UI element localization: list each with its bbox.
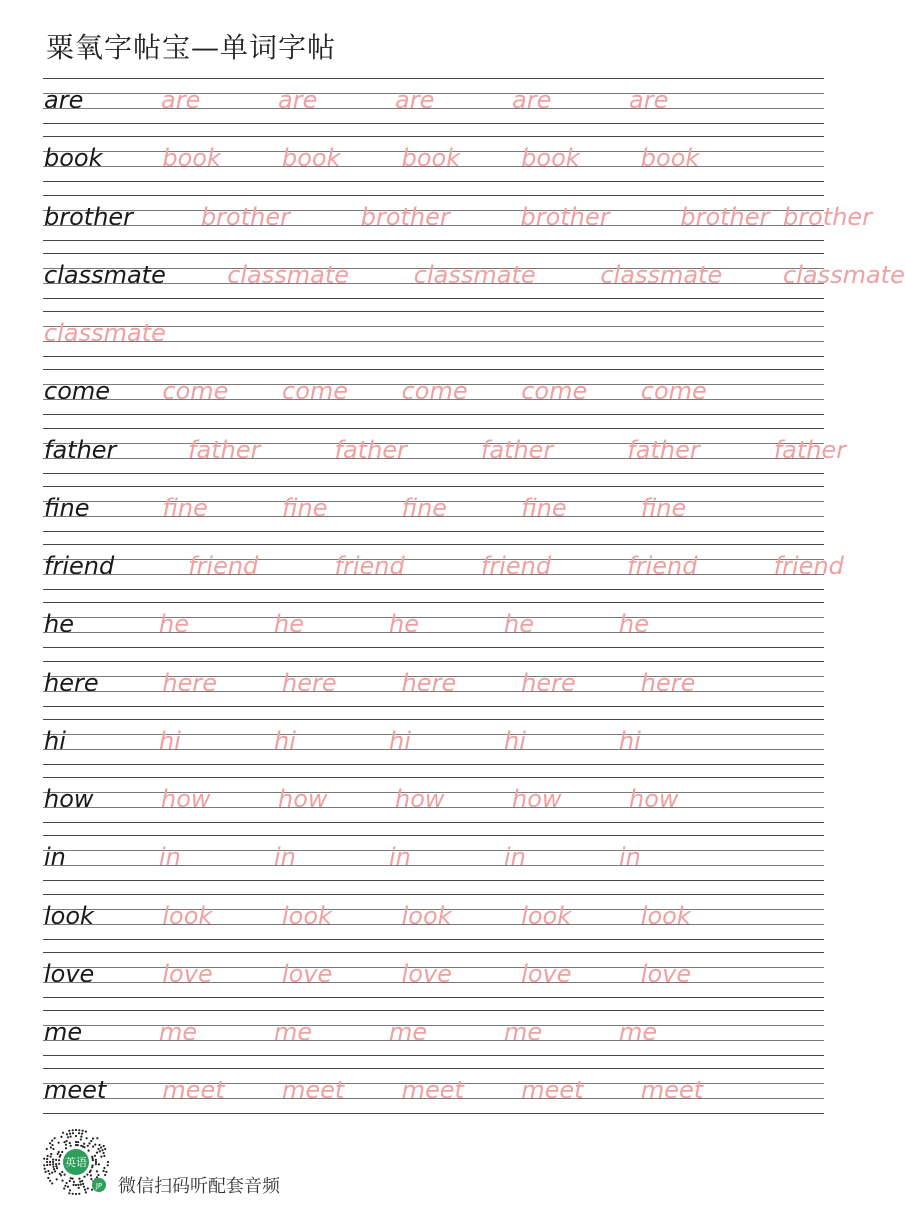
trace-word: meet [640, 1076, 704, 1105]
qr-code-icon[interactable] [40, 1126, 112, 1198]
trace-word: he [159, 610, 189, 639]
trace-word: fine [401, 493, 448, 522]
example-word: brother [44, 202, 134, 231]
trace-word: classmate [413, 260, 536, 289]
practice-row [43, 136, 824, 182]
trace-word: how [395, 785, 445, 813]
trace-word: friend [188, 552, 259, 580]
trace-word: fine [282, 493, 328, 522]
trace-word: book [162, 144, 221, 173]
example-word: book [44, 144, 103, 173]
trace-word: look [640, 901, 691, 930]
trace-word: hi [159, 726, 181, 755]
trace-word: here [401, 668, 457, 697]
trace-word: love [282, 959, 333, 988]
trace-word: how [161, 785, 211, 813]
trace-word: are [395, 86, 435, 114]
trace-word: father [773, 435, 847, 464]
trace-word: friend [627, 552, 698, 580]
example-word: love [44, 959, 95, 988]
trace-word: in [389, 843, 411, 872]
trace-word: classmate [600, 260, 723, 289]
trace-word: here [521, 668, 576, 697]
trace-word: are [161, 86, 201, 114]
trace-word: father [480, 435, 554, 464]
trace-word: in [504, 843, 526, 872]
trace-word: classmate [44, 319, 166, 347]
trace-word: look [521, 901, 572, 930]
example-word: how [44, 785, 94, 813]
trace-word: here [282, 668, 337, 697]
trace-word: meet [521, 1076, 584, 1105]
trace-word: me [619, 1018, 658, 1046]
example-word: look [44, 901, 94, 930]
trace-word: hi [619, 726, 641, 755]
practice-row [43, 661, 824, 707]
practice-row [43, 894, 824, 940]
trace-word: how [629, 785, 679, 813]
practice-row [43, 253, 905, 299]
trace-word: look [282, 901, 332, 930]
example-word: meet [44, 1076, 107, 1105]
practice-row [43, 777, 824, 823]
example-word: classmate [44, 260, 166, 289]
practice-row [43, 602, 824, 648]
trace-word: how [278, 785, 328, 813]
trace-word: brother [520, 202, 610, 231]
page-title: 粟氧字帖宝—单词字帖 [46, 31, 337, 64]
practice-row [43, 952, 824, 998]
example-word: in [44, 843, 66, 872]
example-word: come [44, 377, 111, 406]
audio-footer [40, 1126, 340, 1201]
trace-word: classmate [227, 260, 350, 289]
scan-instruction: 微信扫码听配套音频 [118, 1176, 280, 1197]
trace-word: in [274, 843, 296, 872]
trace-word: book [282, 144, 341, 173]
example-word: hi [44, 726, 66, 755]
example-word: father [44, 435, 117, 464]
trace-word: love [521, 959, 572, 988]
trace-word: book [521, 144, 580, 173]
trace-word: friend [334, 552, 405, 580]
trace-word: are [278, 86, 318, 114]
trace-word: in [619, 843, 641, 872]
trace-word: he [504, 610, 534, 639]
trace-word: brother [783, 202, 873, 231]
trace-word: love [640, 959, 692, 988]
trace-word: come [282, 377, 349, 406]
trace-word: come [162, 377, 229, 406]
trace-word: me [504, 1018, 543, 1046]
trace-word: meet [162, 1076, 225, 1105]
trace-word: brother [200, 202, 290, 231]
trace-word: meet [282, 1076, 345, 1105]
practice-row [43, 544, 844, 590]
trace-word: come [521, 377, 588, 406]
practice-row [43, 311, 824, 357]
trace-word: hi [504, 726, 526, 755]
trace-word: me [274, 1018, 313, 1046]
qr-badge-label: 英语 [65, 1156, 87, 1169]
trace-word: hi [389, 726, 411, 755]
example-word: me [44, 1018, 83, 1046]
qr-sub-label: JP [95, 1182, 103, 1190]
trace-word: come [401, 377, 468, 406]
trace-word: look [162, 901, 213, 930]
trace-word: fine [640, 493, 687, 522]
trace-word: fine [162, 493, 208, 522]
trace-word: he [389, 610, 419, 639]
trace-word: love [401, 959, 452, 988]
practice-row [43, 78, 824, 124]
trace-word: me [389, 1018, 428, 1046]
trace-word: in [159, 843, 181, 872]
trace-word: father [627, 435, 700, 464]
practice-row [43, 195, 873, 241]
trace-word: are [512, 86, 552, 114]
example-word: here [44, 668, 99, 697]
trace-word: friend [480, 552, 552, 580]
trace-word: how [512, 785, 562, 813]
trace-word: father [188, 435, 261, 464]
practice-row [43, 428, 847, 474]
trace-word: book [640, 144, 700, 173]
trace-word: father [334, 435, 407, 464]
trace-word: here [640, 668, 696, 697]
trace-word: book [401, 144, 461, 173]
trace-word: he [619, 610, 649, 639]
trace-word: classmate [783, 260, 905, 289]
trace-word: brother [360, 202, 450, 231]
practice-row [43, 1068, 824, 1114]
trace-word: friend [773, 552, 844, 580]
trace-word: he [274, 610, 304, 639]
trace-word: look [401, 901, 452, 930]
example-word: friend [44, 552, 115, 580]
trace-word: here [162, 668, 217, 697]
trace-word: love [162, 959, 213, 988]
trace-word: are [629, 86, 669, 114]
example-word: he [44, 610, 74, 639]
trace-word: meet [401, 1076, 464, 1105]
trace-word: hi [274, 726, 296, 755]
trace-word: brother [680, 202, 770, 231]
trace-word: fine [521, 493, 567, 522]
practice-row [43, 369, 824, 415]
example-word: are [44, 86, 84, 114]
practice-row [43, 486, 824, 532]
practice-row [43, 1010, 824, 1056]
example-word: fine [44, 493, 90, 522]
practice-row [43, 835, 824, 881]
trace-word: come [640, 377, 707, 406]
trace-word: me [159, 1018, 198, 1046]
practice-row [43, 719, 824, 765]
